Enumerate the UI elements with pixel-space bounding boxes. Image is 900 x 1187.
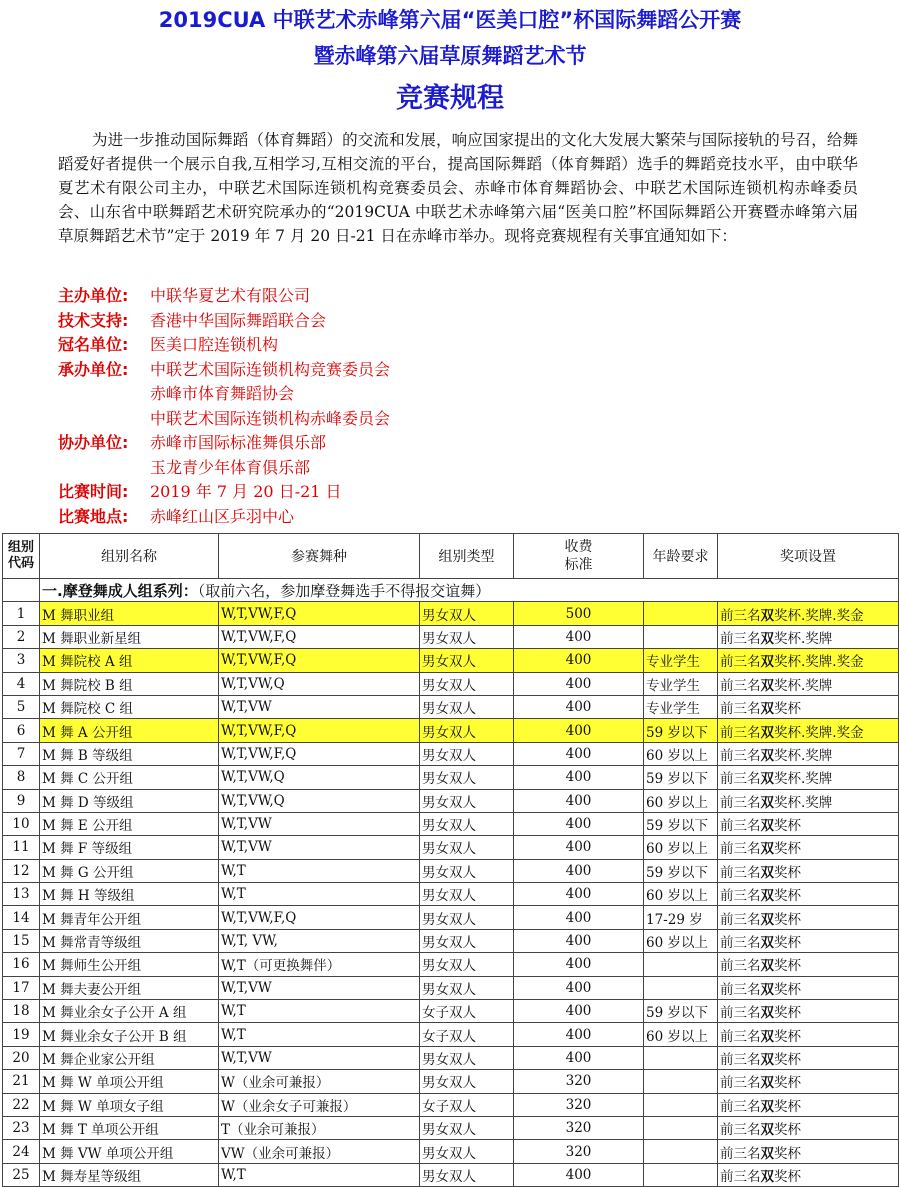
cell-award: 前三名双奖杯 [718, 1163, 899, 1186]
table-row [3, 719, 899, 742]
cell-type: 男女双人 [420, 672, 514, 695]
header-fee: 收费 标准 [514, 534, 644, 579]
cell-fee: 320 [514, 1140, 644, 1163]
cell-dances: W,T,VW,Q [219, 789, 420, 812]
cell-age: 59 岁以下 [644, 1000, 718, 1023]
header-code: 组别 代码 [3, 534, 40, 579]
cell-fee: 400 [514, 719, 644, 742]
cell-fee: 320 [514, 1093, 644, 1116]
cell-age [644, 1046, 718, 1069]
cell-dances: W,T,VW,F,Q [219, 719, 420, 742]
cell-name: M 舞 W 单项公开组 [40, 1070, 219, 1093]
cell-type: 男女双人 [420, 1046, 514, 1069]
cell-code: 9 [3, 789, 40, 812]
cell-fee: 400 [514, 742, 644, 765]
header-award: 奖项设置 [718, 534, 899, 579]
cell-name: M 舞常青等级组 [40, 929, 219, 952]
cell-dances: W（业余可兼报） [219, 1070, 420, 1093]
cell-name: M 舞 W 单项女子组 [40, 1093, 219, 1116]
cell-award: 前三名双奖杯 [718, 906, 899, 929]
cell-age: 专业学生 [644, 672, 718, 695]
cell-dances: VW（业余可兼报） [219, 1140, 420, 1163]
cell-dances: W,T,VW [219, 695, 420, 718]
cell-age [644, 625, 718, 648]
cell-name: M 舞 B 等级组 [40, 742, 219, 765]
cell-age [644, 1093, 718, 1116]
cell-age: 59 岁以下 [644, 766, 718, 789]
cell-name: M 舞院校 B 组 [40, 672, 219, 695]
cell-name: M 舞职业新星组 [40, 625, 219, 648]
cell-age: 59 岁以下 [644, 719, 718, 742]
cell-code: 16 [3, 953, 40, 976]
cell-code: 24 [3, 1140, 40, 1163]
table-row [3, 695, 899, 718]
organizer-value: 医美口腔连锁机构 [150, 335, 279, 354]
cell-fee: 400 [514, 836, 644, 859]
cell-fee: 400 [514, 1163, 644, 1186]
organizer-label: 承办单位: [58, 359, 129, 379]
cell-code: 5 [3, 695, 40, 718]
organizer-row [58, 358, 858, 432]
cell-name: M 舞寿星等级组 [40, 1163, 219, 1186]
cell-award: 前三名双奖杯 [718, 1000, 899, 1023]
cell-name: M 舞院校 A 组 [40, 649, 219, 672]
header-dances: 参赛舞种 [219, 534, 420, 579]
cell-age: 专业学生 [644, 649, 718, 672]
table-row [3, 1070, 899, 1093]
cell-age: 专业学生 [644, 695, 718, 718]
table-header-row [3, 534, 899, 579]
cell-dances: W（业余女子可兼报） [219, 1093, 420, 1116]
cell-type: 男女双人 [420, 1116, 514, 1139]
cell-fee: 400 [514, 672, 644, 695]
cell-type: 男女双人 [420, 766, 514, 789]
cell-age: 60 岁以上 [644, 789, 718, 812]
cell-type: 男女双人 [420, 836, 514, 859]
cell-award: 前三名双奖杯.奖牌 [718, 625, 899, 648]
organizer-value: 中联艺术国际连锁机构赤峰委员会 [150, 408, 391, 428]
cell-type: 男女双人 [420, 649, 514, 672]
cell-dances: W,T,VW [219, 836, 420, 859]
table-row [3, 649, 899, 672]
cell-name: M 舞师生公开组 [40, 953, 219, 976]
cell-fee: 400 [514, 859, 644, 882]
table-row [3, 1046, 899, 1069]
cell-fee: 500 [514, 602, 644, 625]
cell-age [644, 602, 718, 625]
cell-age: 60 岁以上 [644, 929, 718, 952]
cell-name: M 舞 A 公开组 [40, 719, 219, 742]
header-age: 年龄要求 [644, 534, 718, 579]
cell-award: 前三名双奖杯.奖牌.奖金 [718, 719, 899, 742]
cell-award: 前三名双奖杯.奖牌 [718, 789, 899, 812]
cell-fee: 400 [514, 1046, 644, 1069]
organizer-row [58, 284, 858, 309]
title-line-2: 暨赤峰第六届草原舞蹈艺术节 [313, 44, 587, 68]
organizer-label: 比赛地点: [58, 506, 129, 526]
cell-fee: 400 [514, 976, 644, 999]
organizer-row [58, 505, 858, 530]
cell-name: M 舞 VW 单项公开组 [40, 1140, 219, 1163]
cell-age: 60 岁以上 [644, 742, 718, 765]
cell-name: M 舞 E 公开组 [40, 812, 219, 835]
table-row [3, 602, 899, 625]
cell-type: 男女双人 [420, 742, 514, 765]
cell-code: 19 [3, 1023, 40, 1046]
cell-code: 18 [3, 1000, 40, 1023]
table-row [3, 1000, 899, 1023]
cell-age [644, 976, 718, 999]
table-row [3, 625, 899, 648]
cell-code: 10 [3, 812, 40, 835]
cell-fee: 400 [514, 1023, 644, 1046]
cell-name: M 舞院校 C 组 [40, 695, 219, 718]
cell-type: 男女双人 [420, 602, 514, 625]
cell-award: 前三名双奖杯 [718, 1140, 899, 1163]
organizer-value: 赤峰市国际标准舞俱乐部 [150, 433, 327, 452]
organizer-value: 2019 年 7 月 20 日-21 日 [150, 482, 342, 501]
section-heading: 一.摩登舞成人组系列：（取前六名，参加摩登舞选手不得报交谊舞） [40, 579, 899, 602]
cell-name: M 舞 T 单项公开组 [40, 1116, 219, 1139]
table-row [3, 929, 899, 952]
cell-code: 21 [3, 1070, 40, 1093]
cell-fee: 400 [514, 625, 644, 648]
organizer-row [58, 431, 858, 480]
cell-age [644, 1116, 718, 1139]
table-row [3, 1140, 899, 1163]
cell-code: 15 [3, 929, 40, 952]
organizer-row [58, 309, 858, 334]
cell-award: 前三名双奖杯 [718, 812, 899, 835]
competition-table [2, 533, 899, 1187]
cell-award: 前三名双奖杯 [718, 695, 899, 718]
cell-award: 前三名双奖杯 [718, 836, 899, 859]
cell-code: 4 [3, 672, 40, 695]
organizer-label: 主办单位: [58, 286, 129, 305]
cell-type: 男女双人 [420, 1070, 514, 1093]
table-row [3, 812, 899, 835]
cell-dances: W,T [219, 1023, 420, 1046]
table-row [3, 953, 899, 976]
cell-type: 男女双人 [420, 1163, 514, 1186]
cell-code: 2 [3, 625, 40, 648]
cell-type: 男女双人 [420, 859, 514, 882]
organizer-label: 冠名单位: [58, 335, 129, 354]
cell-name: M 舞 H 等级组 [40, 883, 219, 906]
organizer-label: 协办单位: [58, 433, 129, 452]
table-row [3, 906, 899, 929]
cell-dances: W,T [219, 1000, 420, 1023]
cell-name: M 舞 C 公开组 [40, 766, 219, 789]
organizer-row [58, 333, 858, 358]
table-row [3, 1093, 899, 1116]
cell-dances: W,T（可更换舞伴） [219, 953, 420, 976]
cell-code: 12 [3, 859, 40, 882]
cell-code: 6 [3, 719, 40, 742]
cell-code: 3 [3, 649, 40, 672]
cell-type: 男女双人 [420, 976, 514, 999]
cell-code: 13 [3, 883, 40, 906]
table-row [3, 836, 899, 859]
cell-type: 男女双人 [420, 883, 514, 906]
cell-award: 前三名双奖杯 [718, 1093, 899, 1116]
cell-age: 60 岁以上 [644, 883, 718, 906]
cell-award: 前三名双奖杯 [718, 1070, 899, 1093]
organizer-value: 中联艺术国际连锁机构竞赛委员会 [150, 359, 391, 379]
cell-age [644, 1140, 718, 1163]
header-name: 组别名称 [40, 534, 219, 579]
table-row [3, 976, 899, 999]
table-row [3, 1023, 899, 1046]
table-row [3, 859, 899, 882]
cell-fee: 320 [514, 1070, 644, 1093]
cell-code: 7 [3, 742, 40, 765]
cell-fee: 320 [514, 1116, 644, 1139]
cell-age [644, 1163, 718, 1186]
cell-code: 11 [3, 836, 40, 859]
cell-name: M 舞 G 公开组 [40, 859, 219, 882]
cell-dances: T（业余可兼报） [219, 1116, 420, 1139]
cell-name: M 舞职业组 [40, 602, 219, 625]
cell-fee: 400 [514, 766, 644, 789]
cell-type: 男女双人 [420, 929, 514, 952]
organizer-label: 比赛时间: [58, 482, 129, 501]
intro-paragraph: 为进一步推动国际舞蹈（体育舞蹈）的交流和发展，响应国家提出的文化大发展大繁荣与国际接轨的号召，给舞蹈爱好者提供一个展示自我,互相学习,互相交流的平台，提高国际舞蹈（体育舞蹈）选手的舞蹈竞技水平，由中联华夏艺术有限公司主办，中联艺术国际连锁机构竞赛委员会、赤峰市体育舞蹈协会、中联艺术国际连锁机构赤峰委员会、山东省中联舞蹈艺术研究院承办的“2019CUA 中联艺术赤峰第六届“医美口腔”杯国际舞蹈公开赛暨赤峰第六届草原舞蹈艺术节”定于 2019 年 7 月 20 日-21 日在赤峰市举办。现将竞赛规程有关事宜通知如下： [58, 131, 858, 245]
cell-age: 59 岁以下 [644, 812, 718, 835]
cell-code: 22 [3, 1093, 40, 1116]
cell-award: 前三名双奖杯.奖牌.奖金 [718, 649, 899, 672]
cell-age: 60 岁以上 [644, 1023, 718, 1046]
section-row [3, 579, 899, 602]
cell-type: 男女双人 [420, 953, 514, 976]
cell-fee: 400 [514, 789, 644, 812]
organizer-value: 香港中华国际舞蹈联合会 [150, 310, 327, 330]
cell-code: 1 [3, 602, 40, 625]
cell-dances: W,T,VW,F,Q [219, 906, 420, 929]
cell-name: M 舞 F 等级组 [40, 836, 219, 859]
cell-name: M 舞企业家公开组 [40, 1046, 219, 1069]
cell-dances: W,T,VW,F,Q [219, 742, 420, 765]
cell-dances: W,T [219, 859, 420, 882]
organizer-row [58, 480, 858, 505]
cell-fee: 400 [514, 812, 644, 835]
cell-age [644, 953, 718, 976]
table-row [3, 789, 899, 812]
cell-code: 17 [3, 976, 40, 999]
cell-fee: 400 [514, 929, 644, 952]
cell-dances: W,T,VW,F,Q [219, 625, 420, 648]
cell-name: M 舞业余女子公开 B 组 [40, 1023, 219, 1046]
table-row [3, 766, 899, 789]
cell-dances: W,T,VW [219, 812, 420, 835]
cell-fee: 400 [514, 695, 644, 718]
cell-type: 女子双人 [420, 1000, 514, 1023]
cell-award: 前三名双奖杯.奖牌.奖金 [718, 602, 899, 625]
title-line-1: 2019CUA 中联艺术赤峰第六届“医美口腔”杯国际舞蹈公开赛 [158, 8, 742, 32]
cell-type: 男女双人 [420, 719, 514, 742]
cell-award: 前三名双奖杯 [718, 1116, 899, 1139]
cell-fee: 400 [514, 906, 644, 929]
cell-award: 前三名双奖杯 [718, 859, 899, 882]
cell-award: 前三名双奖杯.奖牌 [718, 742, 899, 765]
cell-name: M 舞青年公开组 [40, 906, 219, 929]
cell-award: 前三名双奖杯 [718, 929, 899, 952]
cell-name: M 舞业余女子公开 A 组 [40, 1000, 219, 1023]
cell-dances: W,T,VW,F,Q [219, 649, 420, 672]
cell-code: 14 [3, 906, 40, 929]
table-row [3, 742, 899, 765]
cell-code: 25 [3, 1163, 40, 1186]
cell-fee: 400 [514, 649, 644, 672]
cell-name: M 舞 D 等级组 [40, 789, 219, 812]
cell-type: 女子双人 [420, 1093, 514, 1116]
title-line-3: 竞赛规程 [396, 83, 504, 114]
table-row [3, 1163, 899, 1186]
cell-name: M 舞夫妻公开组 [40, 976, 219, 999]
cell-dances: W,T [219, 1163, 420, 1186]
cell-type: 男女双人 [420, 812, 514, 835]
table-row [3, 1116, 899, 1139]
cell-fee: 400 [514, 1000, 644, 1023]
cell-type: 男女双人 [420, 1140, 514, 1163]
organizer-value: 赤峰市体育舞蹈协会 [150, 384, 295, 403]
table-row [3, 883, 899, 906]
cell-award: 前三名双奖杯 [718, 976, 899, 999]
organizer-value: 玉龙青少年体育俱乐部 [150, 457, 311, 477]
cell-type: 男女双人 [420, 906, 514, 929]
cell-age: 60 岁以上 [644, 836, 718, 859]
cell-award: 前三名双奖杯.奖牌 [718, 766, 899, 789]
cell-code: 8 [3, 766, 40, 789]
table-row [3, 672, 899, 695]
cell-dances: W,T [219, 883, 420, 906]
cell-age: 17-29 岁 [644, 906, 718, 929]
organizer-value: 中联华夏艺术有限公司 [150, 286, 311, 305]
cell-age [644, 1070, 718, 1093]
cell-fee: 400 [514, 883, 644, 906]
cell-type: 男女双人 [420, 789, 514, 812]
organizer-list [58, 284, 858, 529]
cell-type: 男女双人 [420, 625, 514, 648]
cell-dances: W,T,VW,Q [219, 672, 420, 695]
cell-award: 前三名双奖杯 [718, 1046, 899, 1069]
organizer-value: 赤峰红山区乒羽中心 [150, 506, 295, 526]
organizer-label: 技术支持: [58, 310, 129, 330]
cell-code: 20 [3, 1046, 40, 1069]
cell-dances: W,T,VW [219, 1046, 420, 1069]
cell-age: 59 岁以下 [644, 859, 718, 882]
cell-fee: 400 [514, 953, 644, 976]
cell-dances: W,T,VW,Q [219, 766, 420, 789]
cell-award: 前三名双奖杯 [718, 953, 899, 976]
cell-dances: W,T, VW, [219, 929, 420, 952]
cell-type: 男女双人 [420, 695, 514, 718]
cell-award: 前三名双奖杯 [718, 1023, 899, 1046]
cell-code: 23 [3, 1116, 40, 1139]
cell-dances: W,T,VW,F,Q [219, 602, 420, 625]
cell-award: 前三名双奖杯 [718, 883, 899, 906]
header-type: 组别类型 [420, 534, 514, 579]
cell-award: 前三名双奖杯.奖牌 [718, 672, 899, 695]
cell-type: 女子双人 [420, 1023, 514, 1046]
cell-dances: W,T,VW [219, 976, 420, 999]
